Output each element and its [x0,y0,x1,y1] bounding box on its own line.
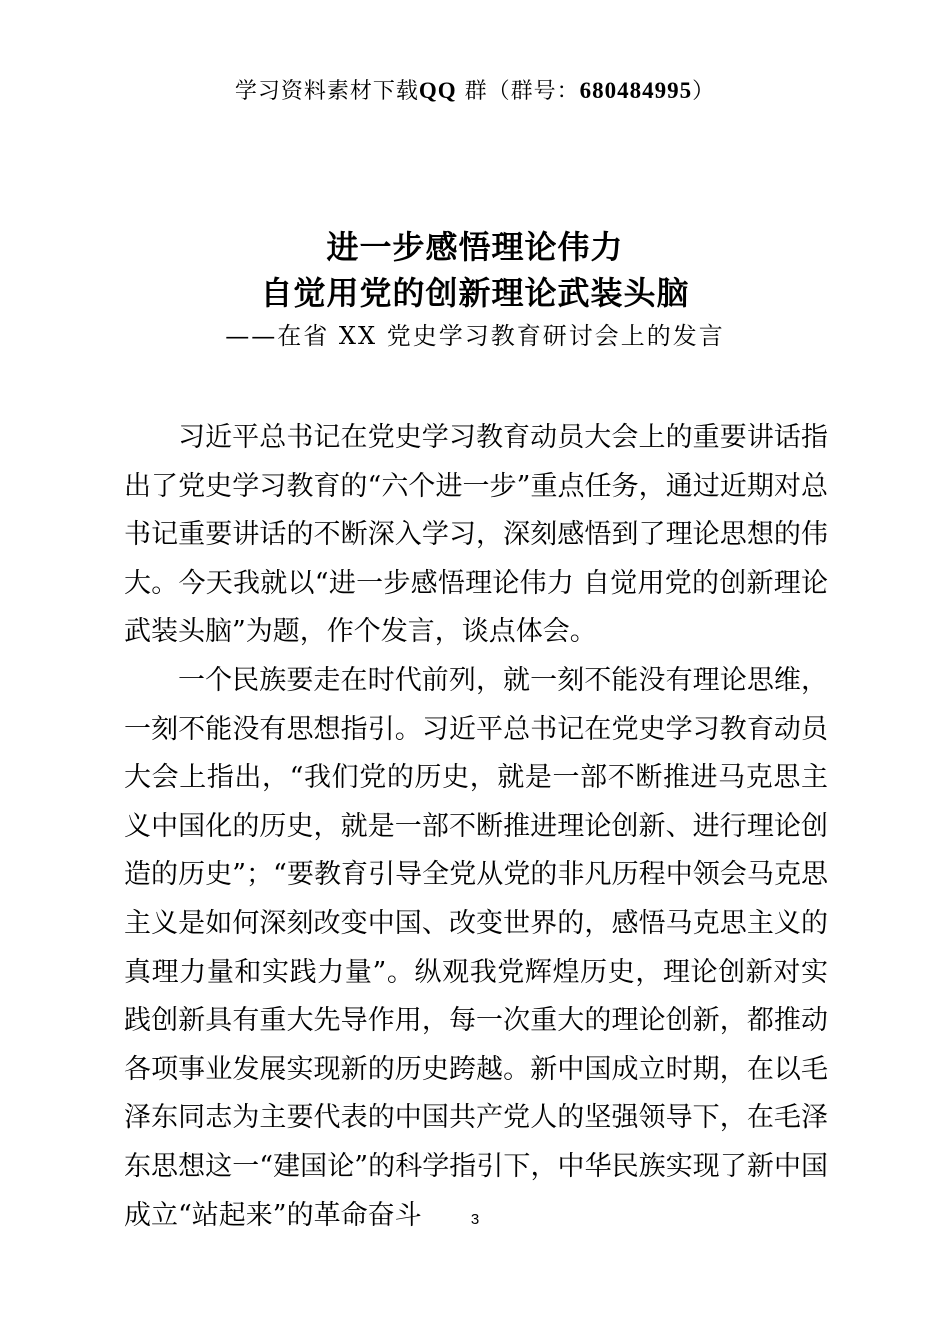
header-middle: 群（群号： [456,79,580,104]
document-header [0,76,950,107]
document-title-line-1: 进一步感悟理论伟力 [326,228,624,266]
title-block [0,224,950,354]
document-title-line-2: 自觉用党的创新理论武装头脑 [260,274,690,312]
header-suffix: ） [692,79,716,104]
page-number: 3 [470,1211,480,1228]
header-qq: QQ [418,78,457,103]
document-body [124,414,828,1240]
body-paragraph-1: 习近平总书记在党史学习教育动员大会上的重要讲话指出了党史学习教育的“六个进一步”重点任务，通过近期对总书记重要讲话的不断深入学习，深刻感悟到了理论思想的伟大。今天我就以“进一步感悟理论伟力 自觉用党的创新理论武装头脑”为题，作个发言，谈点体会。 [124,422,828,648]
header-prefix: 学习资料素材下载 [234,79,419,104]
document-subtitle: ——在省 XX 党史学习教育研讨会上的发言 [225,322,725,350]
body-paragraph-2: 一个民族要走在时代前列，就一刻不能没有理论思维，一刻不能没有思想指引。习近平总书记在党史学习教育动员大会上指出，“我们党的历史，就是一部不断推进马克思主义中国化的历史，就是一部不断推进理论创新、进行理论创造的历史”；“要教育引导全党从党的非凡历程中领会马克思主义是如何深刻改变中国、改变世界的，感悟马克思主义的真理力量和实践力量”。纵观我党辉煌历史，理论创新对实践创新具有重大先导作用，每一次重大的理论创新，都推动各项事业发展实现新的历史跨越。新中国成立时期，在以毛泽东同志为主要代表的中国共产党人的坚强领导下，在毛泽东思想这一“建国论”的科学指引下，中华民族实现了新中国成立“站起来”的革命奋斗 [124,664,828,1231]
header-group-number: 680484995 [579,78,693,103]
